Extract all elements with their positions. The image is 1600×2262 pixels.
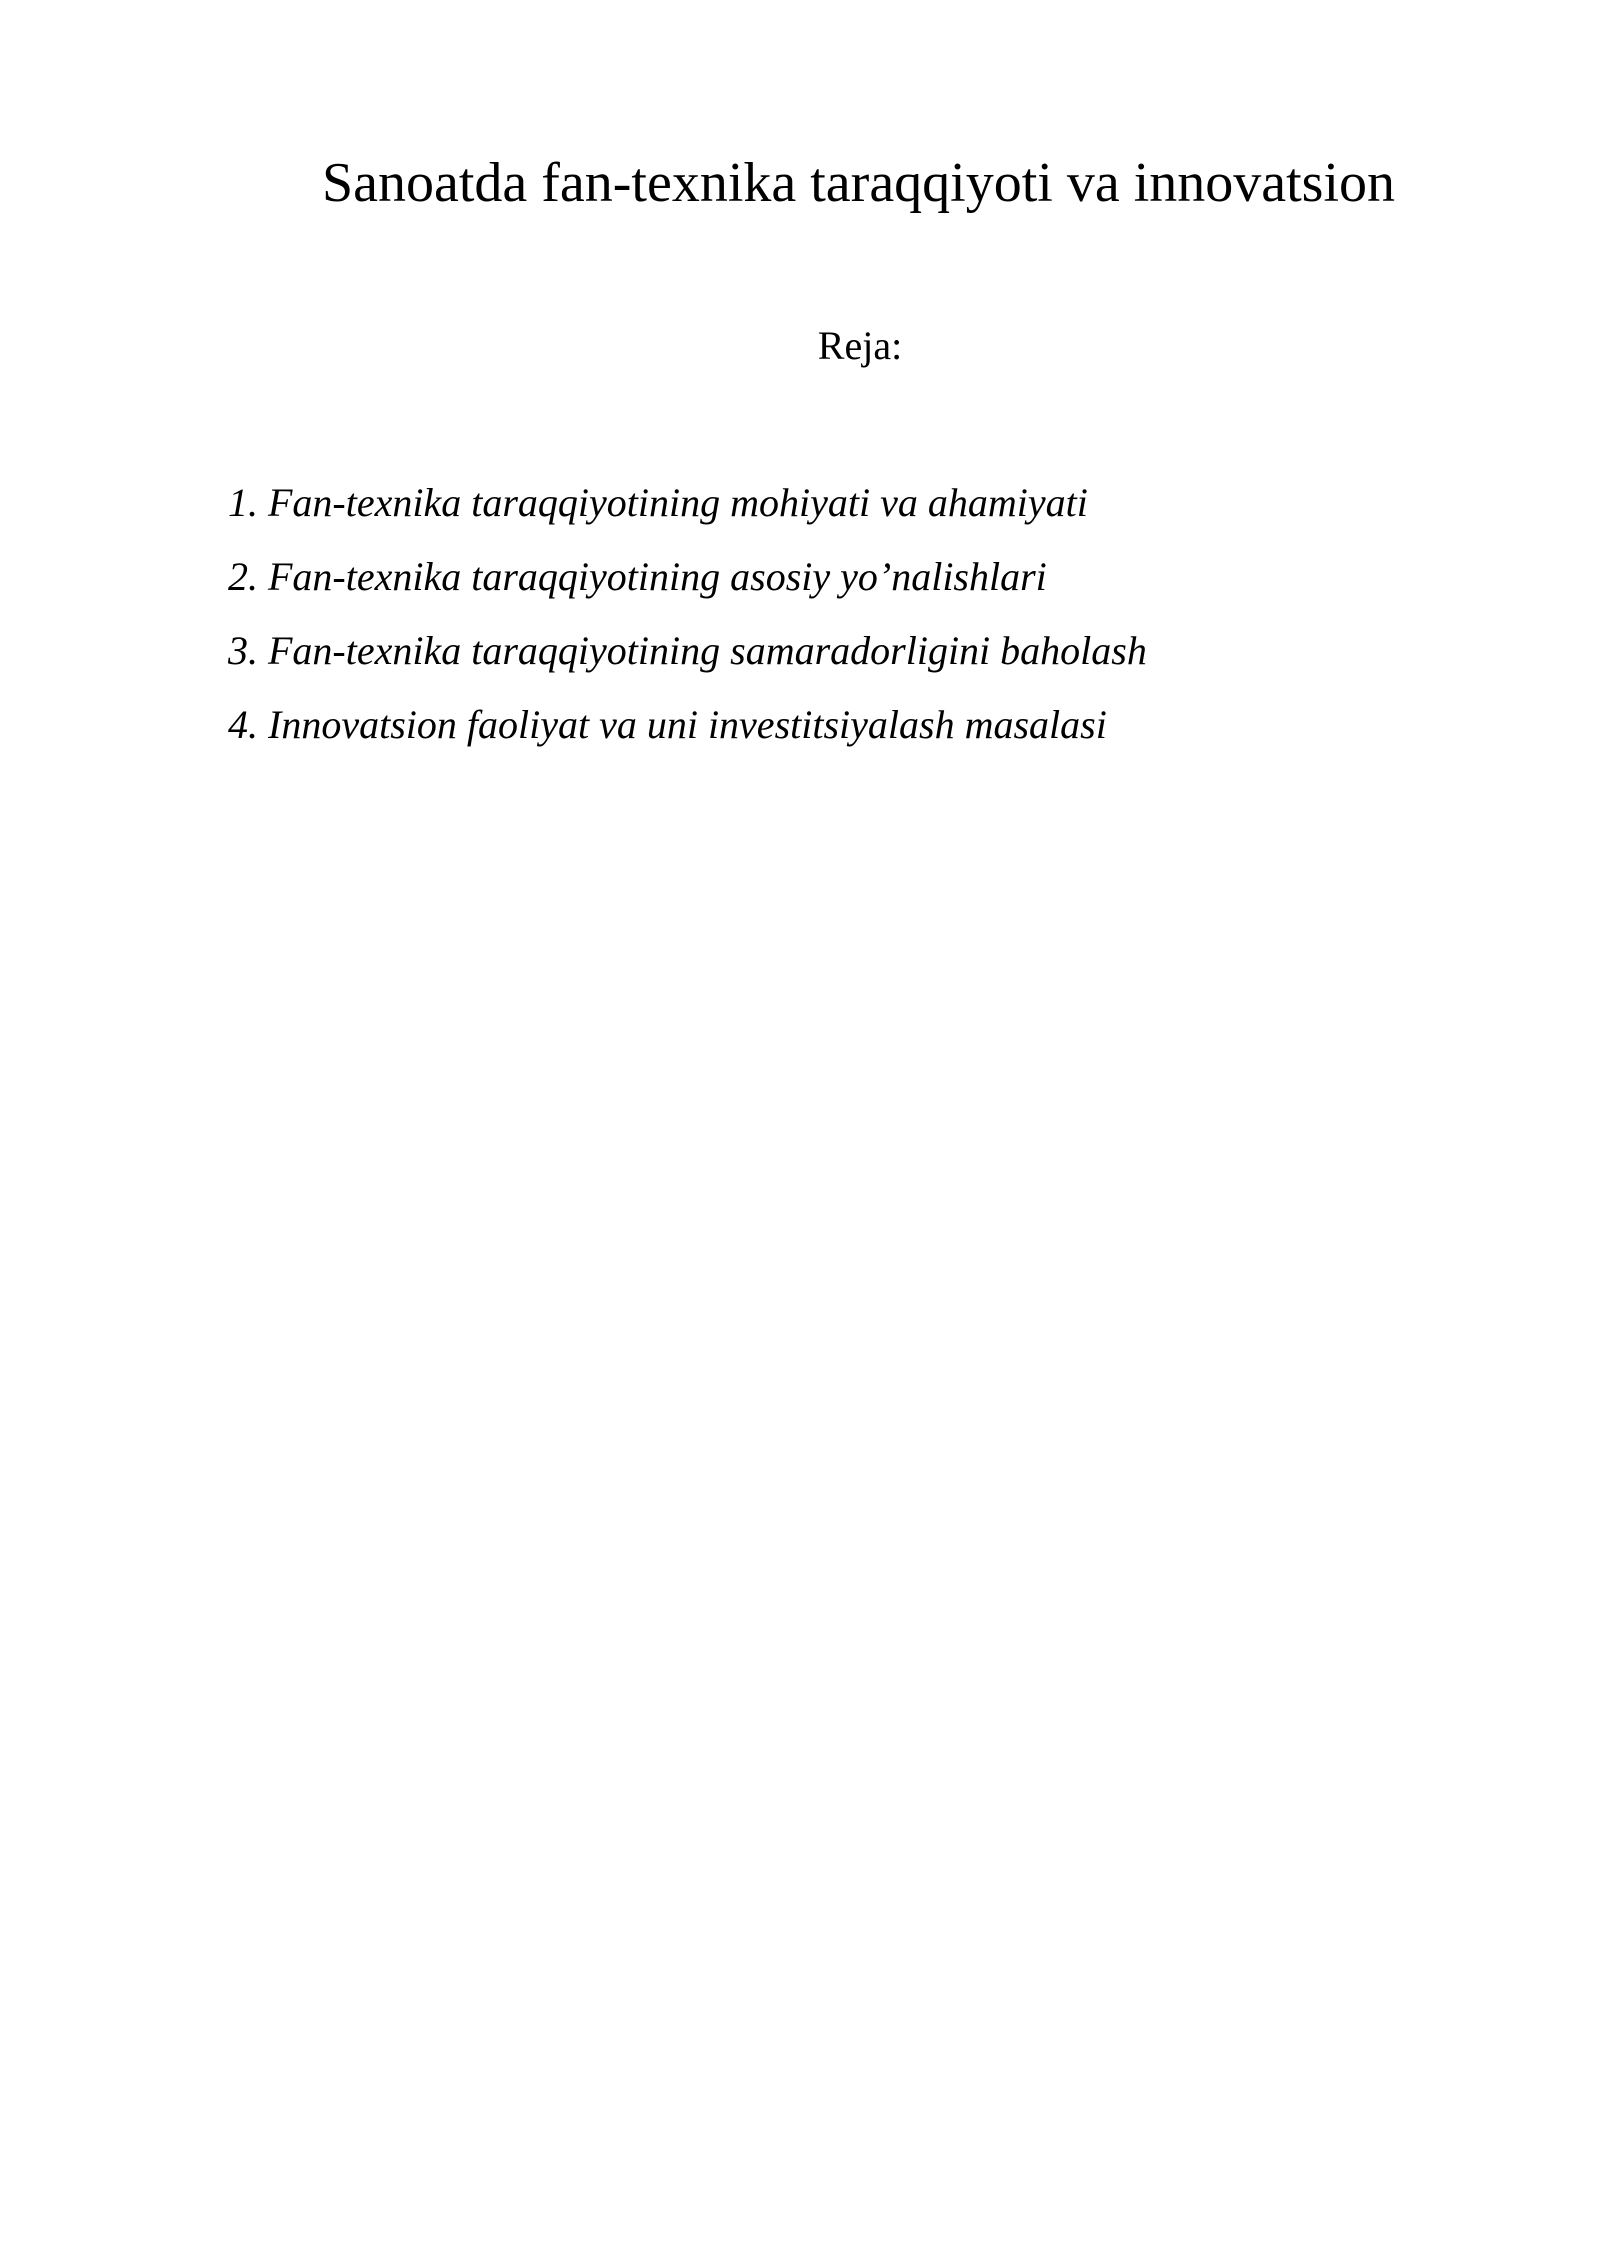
plan-item: 2. Fan-texnika taraqqiyotining asosiy yo’nalishlari xyxy=(228,554,1047,599)
plan-item: 3. Fan-texnika taraqqiyotining samaradorligini baholash xyxy=(228,628,1147,673)
plan-item: 1. Fan-texnika taraqqiyotining mohiyati va ahamiyati xyxy=(228,480,1088,525)
plan-list xyxy=(228,466,1147,762)
plan-heading: Reja: xyxy=(817,323,903,368)
plan-item: 4. Innovatsion faoliyat va uni investitsiyalash masalasi xyxy=(228,702,1107,747)
document-title: Sanoatda fan-texnika taraqqiyoti va innovatsion xyxy=(322,152,1396,214)
